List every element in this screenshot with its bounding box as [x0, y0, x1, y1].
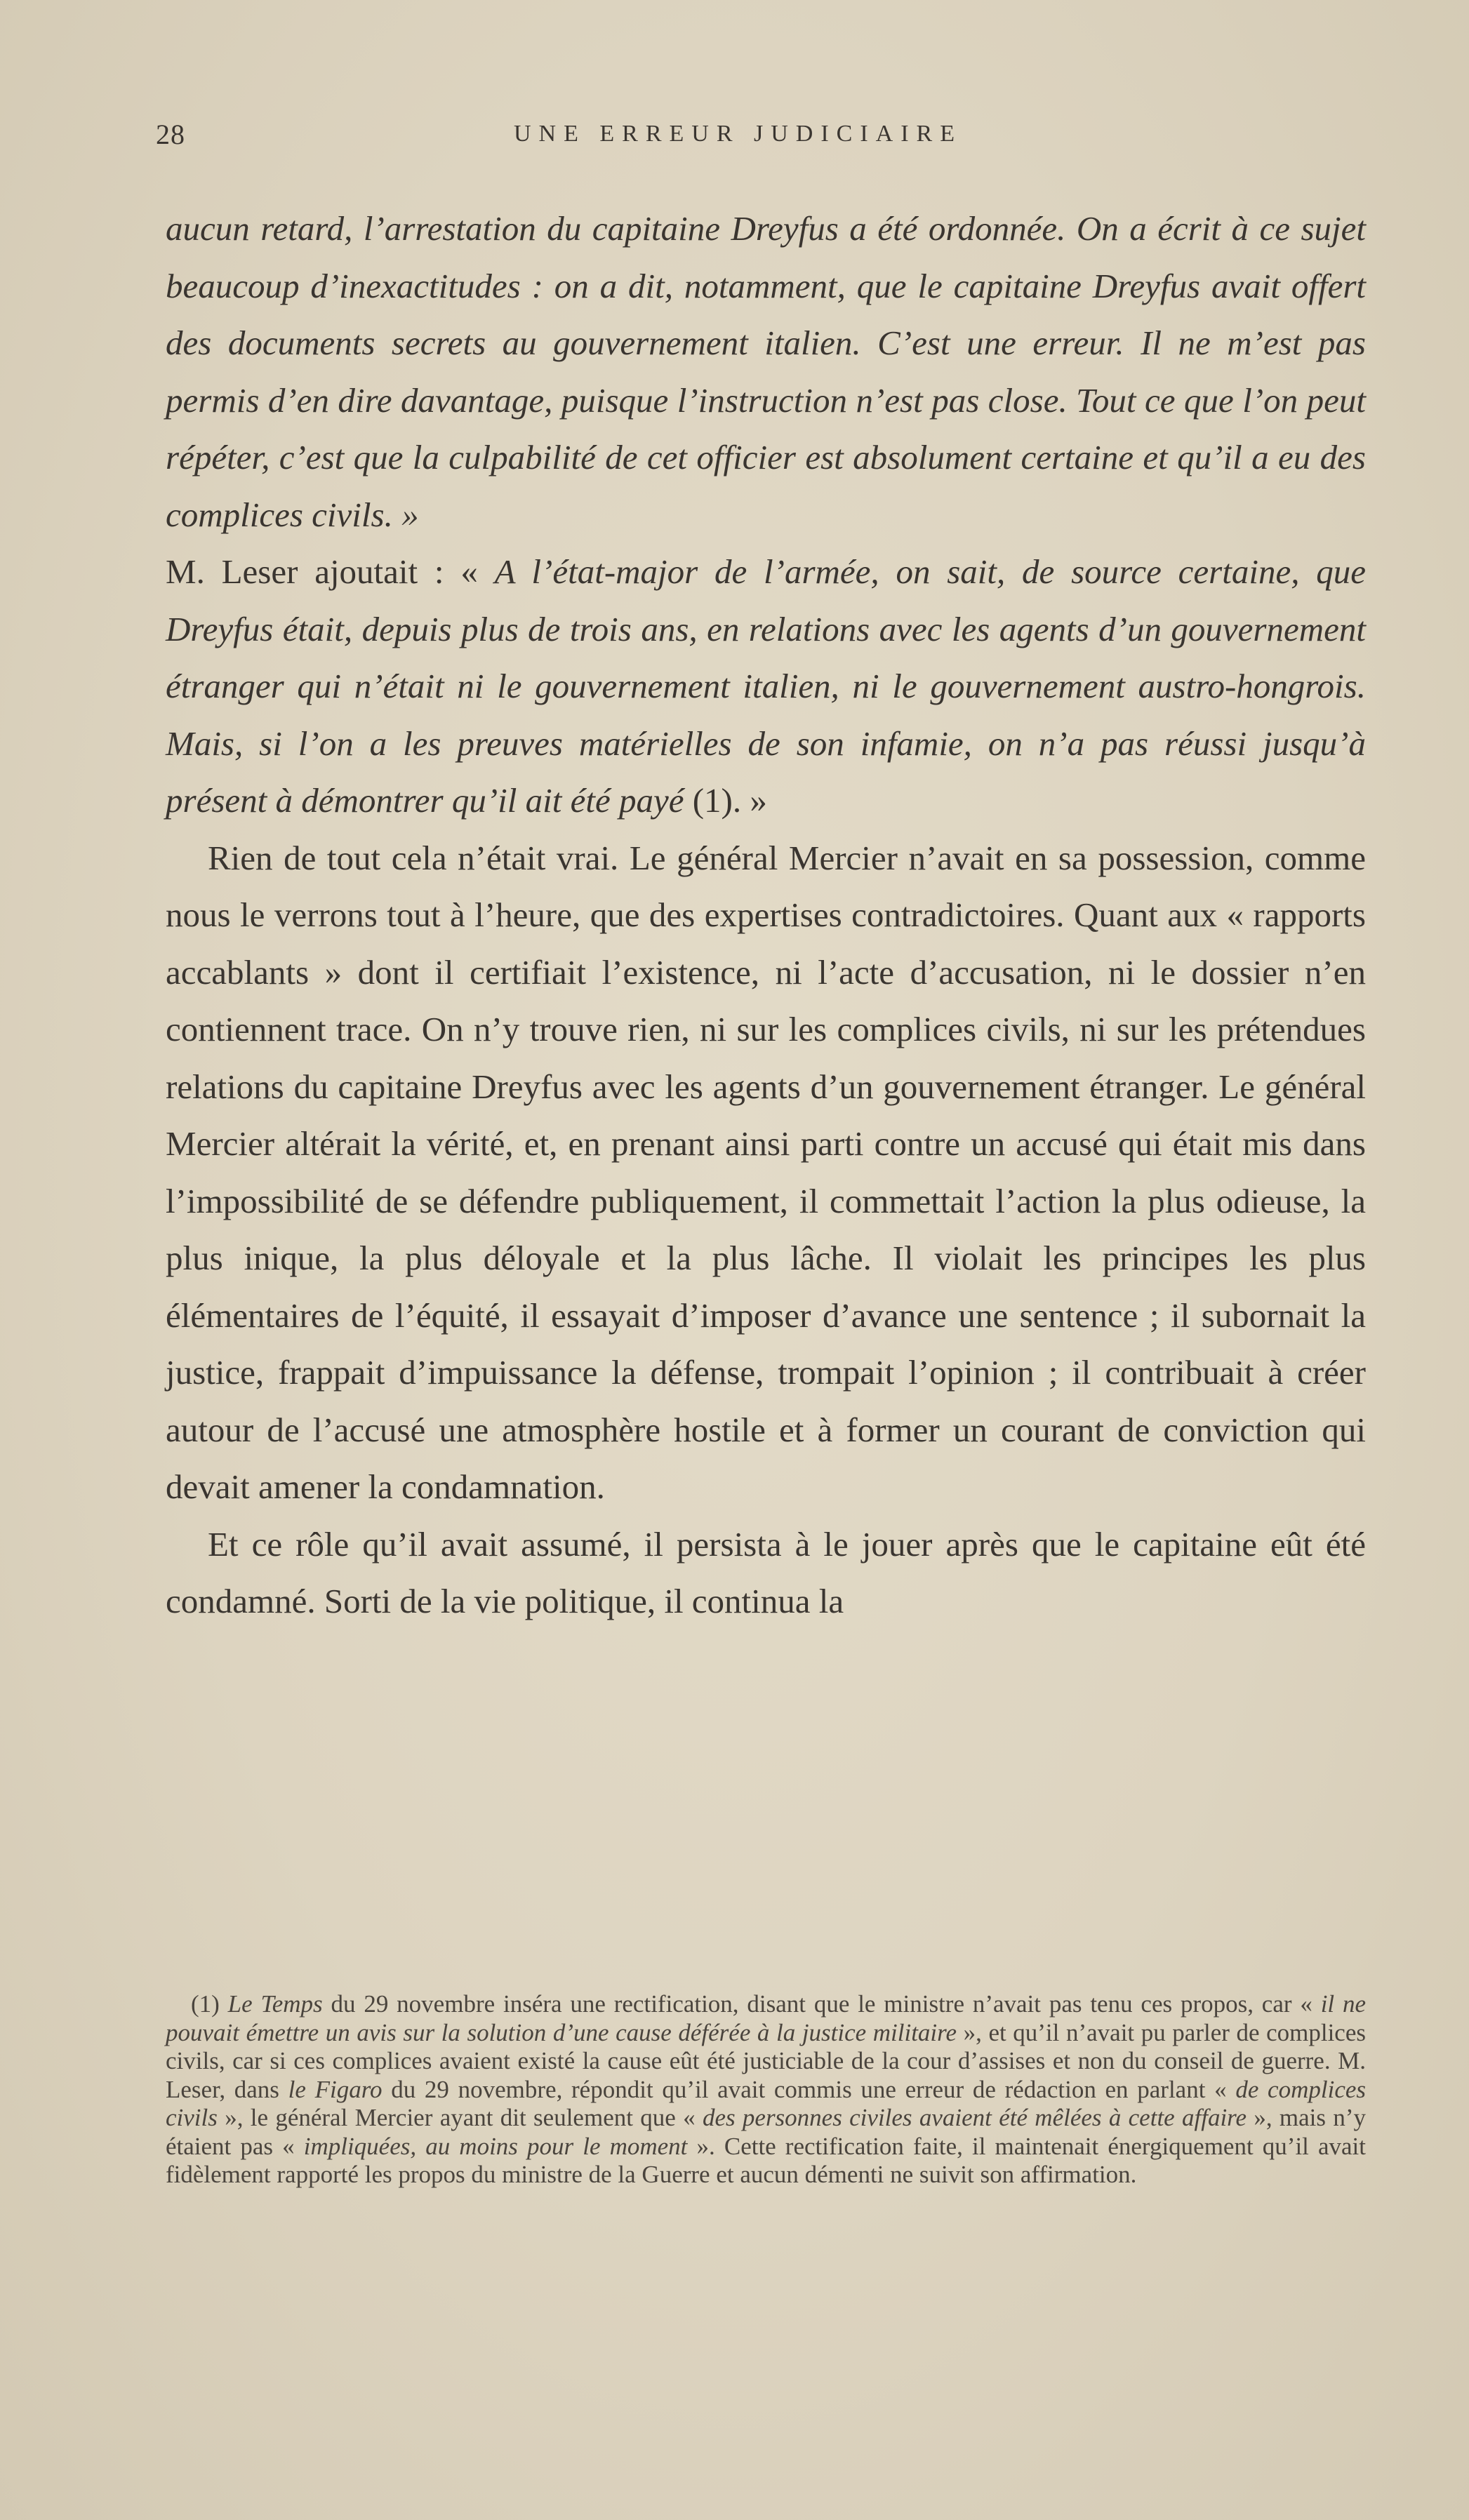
- main-text: [166, 200, 1366, 1630]
- footnote-text: », le général Mercier ayant dit seulement que «: [217, 2104, 703, 2131]
- footnote-italic: le Figaro: [288, 2075, 383, 2103]
- footnote-reference: (1). »: [684, 781, 767, 820]
- paragraph-quoted-statement: aucun retard, l’arrestation du capitaine Dreyfus a été ordonnée. On a écrit à ce sujet beaucoup d’inexactitudes : on a dit, notamment, que le capitaine Dreyfus avait offert des documents secrets au gouvernement italien. C’est une erreur. Il ne m’est pas permis d’en dire davantage, puisque l’instruction n’est pas close. Tout ce que l’on peut répéter, c’est que la culpabilité de cet officier est absolument certaine et qu’il a eu des complices civils. »: [166, 209, 1366, 534]
- footnote-text: », mais n’y étaient pas «: [166, 2104, 1366, 2160]
- footnote-text: », et qu’il n’avait pu parler de complices civils, car si ces complices avaient existé la cause eût été justiciable de la cour d’assises et non du conseil de guerre. M. Leser, dans: [166, 2018, 1366, 2103]
- paragraph-continuation: Et ce rôle qu’il avait assumé, il persista à le jouer après que le capitaine eût été condamné. Sorti de la vie politique, il continua la: [166, 1524, 1366, 1620]
- footnote-1: [166, 1990, 1366, 2189]
- footnote-text: du 29 novembre inséra une rectification, disant que le ministre n’avait pas tenu ces propos, car «: [322, 1990, 1321, 2018]
- footnote-text: du 29 novembre, répondit qu’il avait commis une erreur de rédaction en parlant «: [382, 2075, 1236, 2103]
- paragraph-main: Rien de tout cela n’était vrai. Le général Mercier n’avait en sa possession, comme nous le verrons tout à l’heure, que des expertises contradictoires. Quant aux « rapports accablants » dont il certifiait l’existence, ni l’acte d’accusation, ni le dossier n’en contiennent trace. On n’y trouve rien, ni sur les complices civils, ni sur les prétendues relations du capitaine Dreyfus avec les agents d’un gouvernement étranger. Le général Mercier altérait la vérité, et, en prenant ainsi parti contre un accusé qui était mis dans l’impossibilité de se défendre publiquement, il commettait l’action la plus odieuse, la plus inique, la plus déloyale et la plus lâche. Il violait les principes les plus élémentaires de l’équité, il essayait d’imposer d’avance une sentence ; il subornait la justice, frappait d’impuissance la défense, trompait l’opinion ; il contribuait à créer autour de l’accusé une atmosphère hostile et à former un courant de conviction qui devait amener la condamnation.: [166, 838, 1366, 1506]
- paragraph-leser-report: [166, 543, 1366, 829]
- footnote-italic: il ne pouvait émettre un avis sur la solution d’une cause déférée à la justice militaire: [166, 1990, 1367, 2046]
- page-number: 28: [156, 119, 185, 150]
- page-header: [156, 118, 1363, 160]
- paragraph-lead: M. Leser ajoutait : «: [166, 552, 495, 591]
- footnote-italic: de complices civils: [166, 2075, 1367, 2131]
- footnote-text: (1): [191, 1990, 228, 2018]
- quoted-text: A l’état-major de l’armée, on sait, de source certaine, que Dreyfus était, depuis plus de trois ans, en relations avec les agents d’un gouvernement étranger qui n’était ni le gouvernement italien, ni le gouvernement austro-hongrois. Mais, si l’on a les preuves matérielles de son infamie, on n’a pas réussi jusqu’à présent à démontrer qu’il ait été payé: [166, 552, 1367, 820]
- running-title: UNE ERREUR JUDICIAIRE: [514, 121, 962, 147]
- footnote-italic: des personnes civiles avaient été mêlées à cette affaire: [702, 2104, 1247, 2131]
- footnote-text: ». Cette rectification faite, il maintenait énergiquement qu’il avait fidèlement rapporté les propos du ministre de la Guerre et aucun démenti ne suivit son affirmation.: [166, 2132, 1366, 2188]
- footnote-block: [166, 1990, 1366, 2189]
- footnote-italic: impliquées, au moins pour le moment: [303, 2132, 688, 2160]
- footnote-italic: Le Temps: [227, 1990, 323, 2018]
